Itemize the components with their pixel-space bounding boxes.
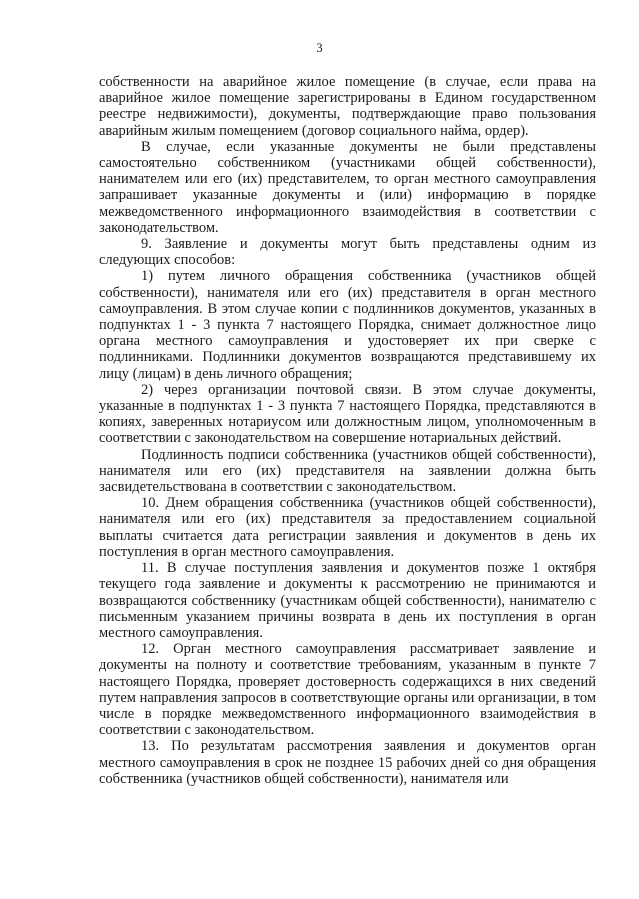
paragraph-item-9: 9. Заявление и документы могут быть представлены одним из следующих способов: <box>99 236 596 269</box>
page-number: 3 <box>316 41 323 55</box>
paragraph-item-9-1: 1) путем личного обращения собственника (участников общей собственности), нанимателя или его (их) представителя в орган местного самоуправления. В этом случае копии с подлинников документов, указанных в подпунктах 1 - 3 пункта 7 настоящего Порядка, снимает должностное лицо органа местного самоуправления и удостоверяет их при сверке с подлинниками. Подлинники документов возвращаются представившему их лицу (лицам) в день личного обращения; <box>99 268 596 382</box>
paragraph-item-13: 13. По результатам рассмотрения заявления и документов орган местного самоуправления в срок не позднее 15 рабочих дней со дня обращения собственника (участников общей собственности), нанимателя или <box>99 738 596 787</box>
paragraph-documents-request: В случае, если указанные документы не были представлены самостоятельно собственником (участниками общей собственности), нанимателем или его (их) представителем, то орган местного самоуправления запрашивает указанные документы и (или) информацию в порядке межведомственного информационного взаимодействия в соответствии с законодательством. <box>99 138 596 236</box>
paragraph-signature-authenticity: Подлинность подписи собственника (участников общей собственности), нанимателя или его (их) представителя на заявлении должна быть засвидетельствована в соответствии с законодательством. <box>99 446 596 496</box>
paragraph-item-11: 11. В случае поступления заявления и документов позже 1 октября текущего года заявление и документы к рассмотрению не принимаются и возвращаются собственнику (участникам общей собственности), нанимателю с письменным указанием причины возврата в день их поступления в орган местного самоуправления. <box>99 560 596 641</box>
paragraph-item-10: 10. Днем обращения собственника (участников общей собственности), нанимателя или его (их) представителя за предоставлением социальной выплаты считается дата регистрации заявления и документов в день их поступления в орган местного самоуправления. <box>99 495 596 560</box>
document-body <box>99 74 596 787</box>
paragraph-continuation: собственности на аварийное жилое помещение (в случае, если права на аварийное жилое помещение зарегистрированы в Едином государственном реестре недвижимости), документы, подтверждающие право пользования аварийным жилым помещением (договор социального найма, ордер). <box>99 74 596 139</box>
paragraph-item-9-2: 2) через организации почтовой связи. В этом случае документы, указанные в подпунктах 1 - 3 пункта 7 настоящего Порядка, представляются в копиях, заверенных нотариусом или должностным лицом, уполномоченным в соответствии с законодательством на совершение нотариальных действий. <box>99 381 596 447</box>
paragraph-item-12: 12. Орган местного самоуправления рассматривает заявление и документы на полноту и соответствие требованиям, указанным в пункте 7 настоящего Порядка, проверяет достоверность содержащихся в них сведений путем направления запросов в соответствующие органы или организации, в том числе в порядке межведомственного информационного взаимодействия в соответствии с законодательством. <box>99 641 596 739</box>
